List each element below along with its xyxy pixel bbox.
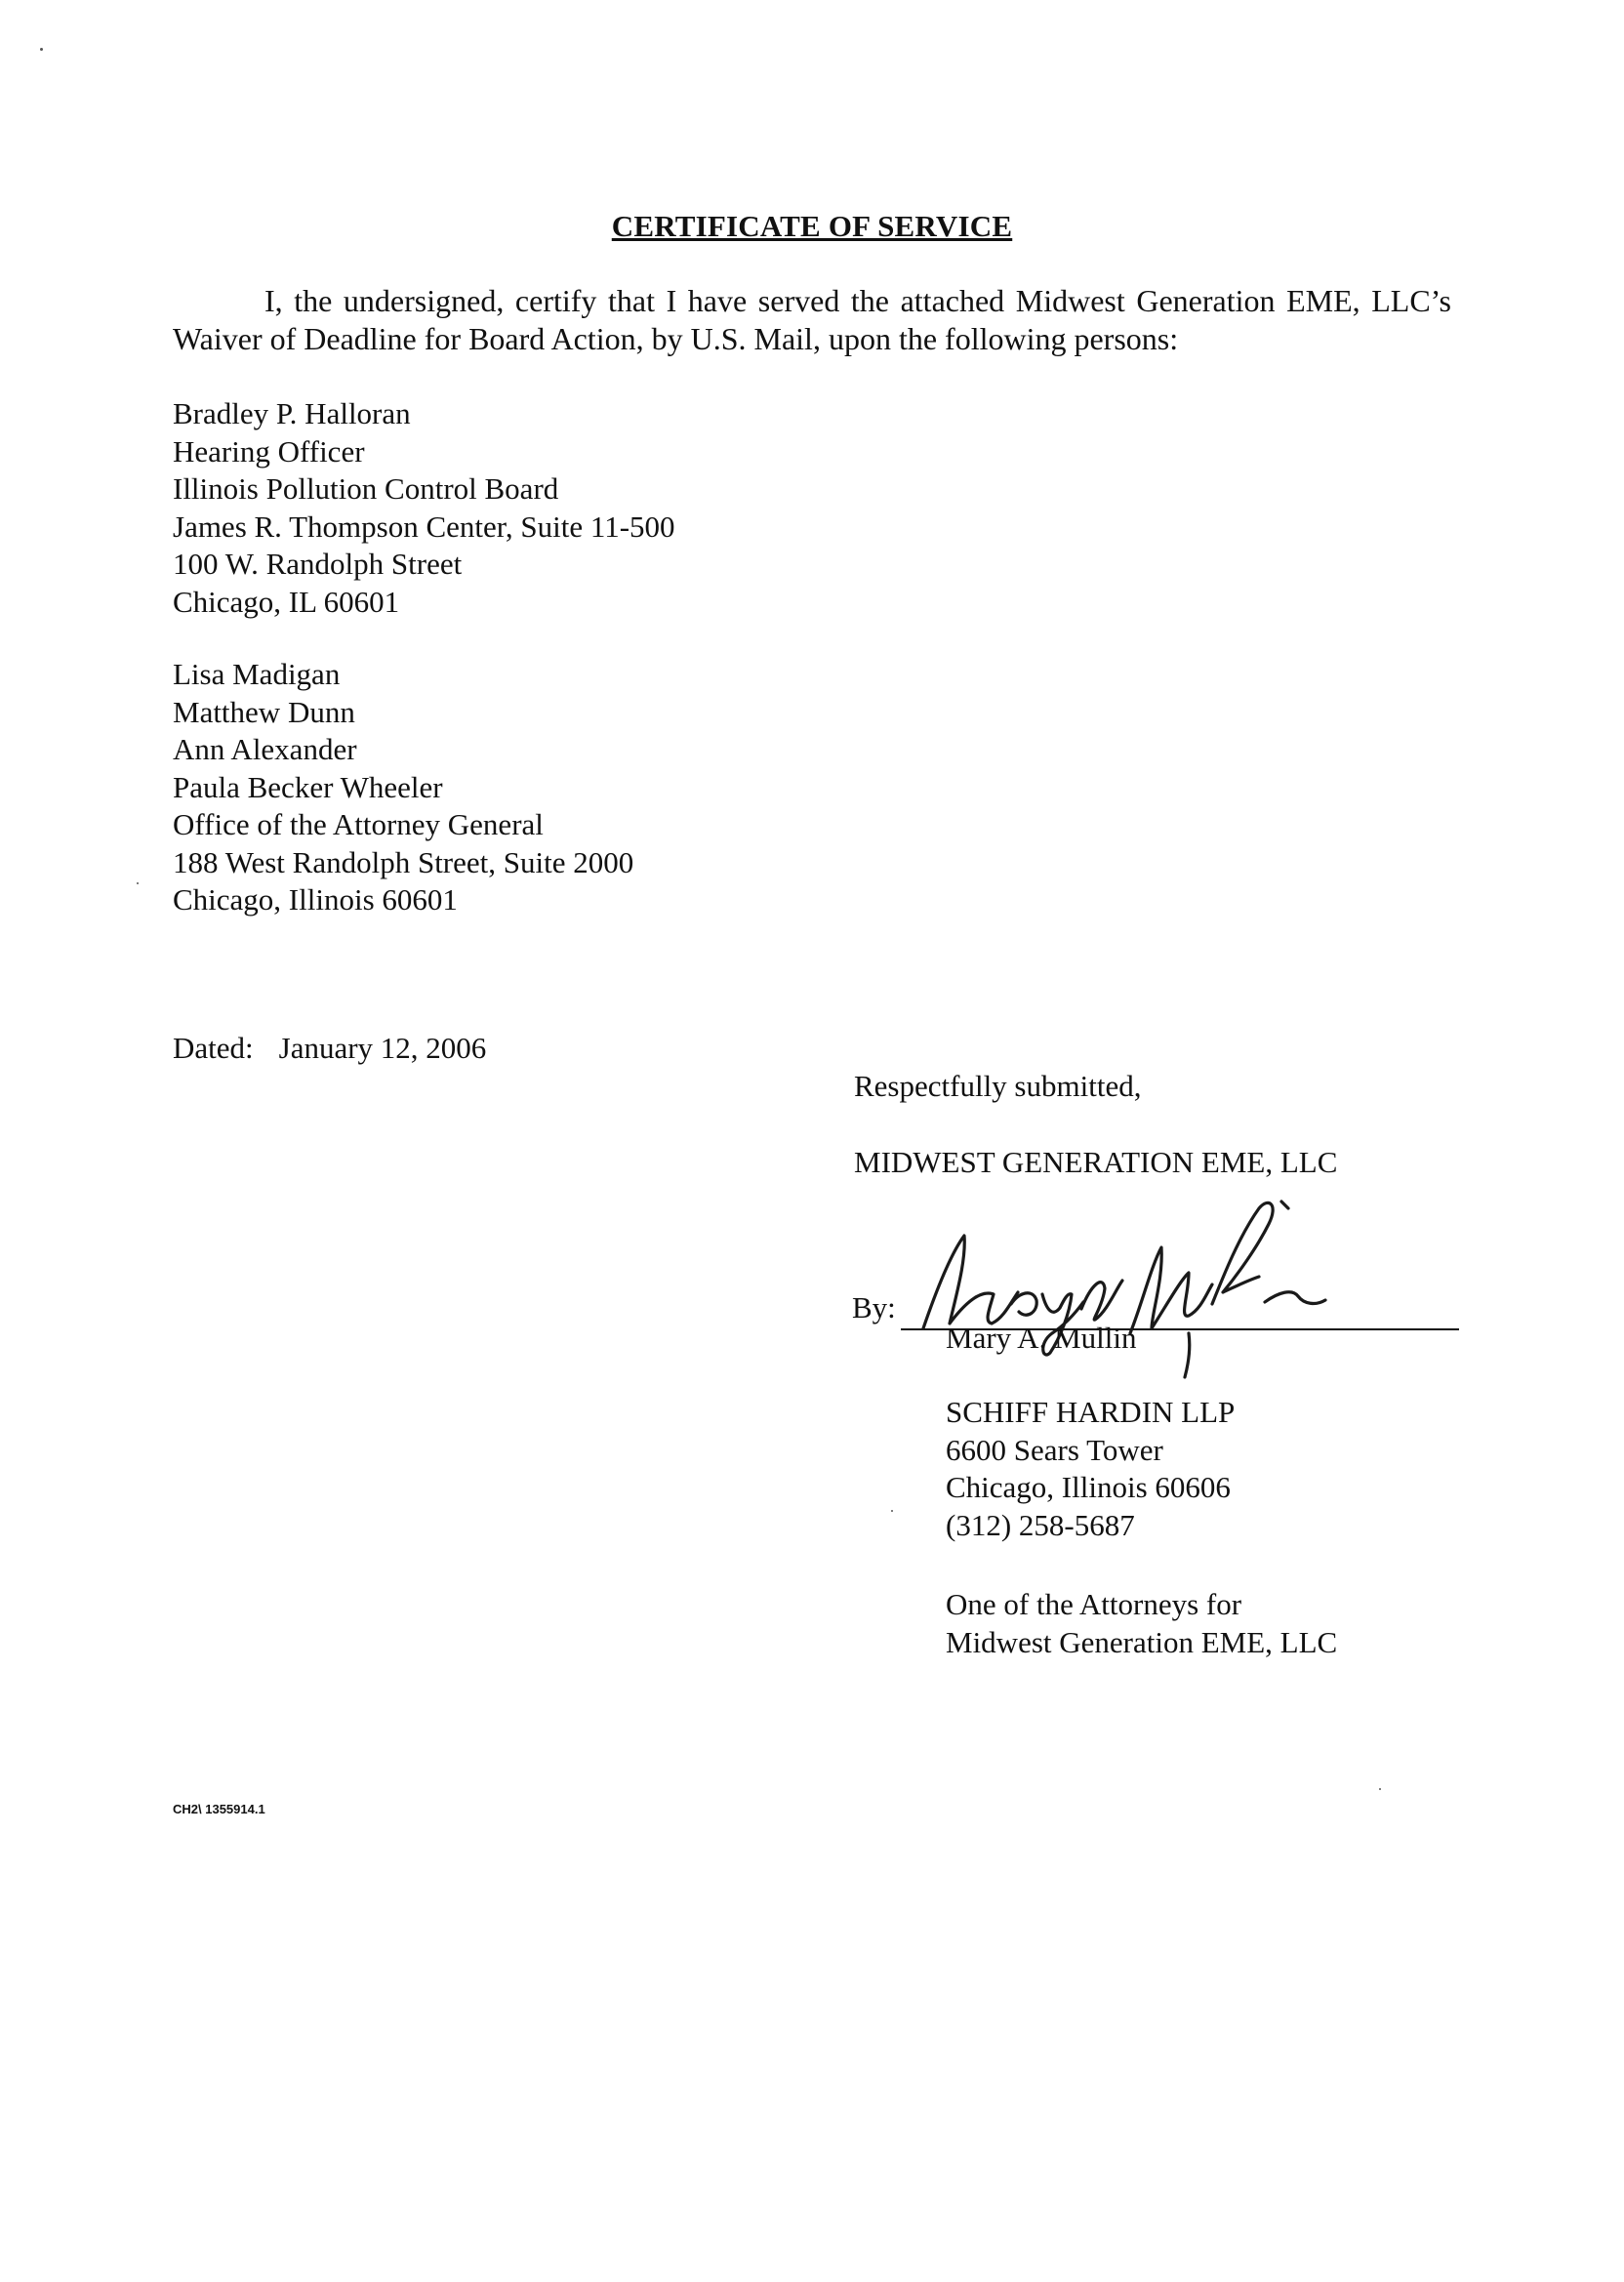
firm-address-1: 6600 Sears Tower <box>946 1432 1163 1467</box>
recipient-line: Illinois Pollution Control Board <box>173 471 559 506</box>
recipient-line: Paula Becker Wheeler <box>173 769 443 804</box>
by-label: By: <box>852 1290 896 1324</box>
dated-line <box>173 1030 486 1067</box>
signer-name: Mary A. Mullin <box>946 1321 1137 1355</box>
recipient-line: Matthew Dunn <box>173 694 355 729</box>
intro-paragraph: I, the undersigned, certify that I have served the attached Midwest Generation EME, LLC’s Waiver of Deadline for Board Action, by U.S. Mail, upon the following persons: <box>173 283 1451 356</box>
document-id: CH2\ 1355914.1 <box>173 1802 265 1816</box>
respectfully-submitted: Respectfully submitted, <box>854 1069 1142 1103</box>
recipient-line: 188 West Randolph Street, Suite 2000 <box>173 844 634 879</box>
recipient-line: Chicago, IL 60601 <box>173 584 400 619</box>
firm-name: SCHIFF HARDIN LLP <box>946 1395 1236 1429</box>
recipient-line: Office of the Attorney General <box>173 807 544 841</box>
firm-block <box>946 1394 1235 1544</box>
recipient-line: 100 W. Randolph Street <box>173 547 463 581</box>
recipient-line: Bradley P. Halloran <box>173 396 411 430</box>
scan-speck <box>891 1510 893 1512</box>
dated-date: January 12, 2006 <box>278 1031 487 1065</box>
firm-address-2: Chicago, Illinois 60606 <box>946 1470 1231 1504</box>
dated-label: Dated: <box>173 1031 254 1065</box>
recipient-block-attorney-general <box>173 656 633 919</box>
document-title: CERTIFICATE OF SERVICE <box>611 209 1013 243</box>
scan-speck <box>40 48 43 51</box>
attorneys-note-line-1: One of the Attorneys for <box>946 1587 1242 1621</box>
recipient-line: Ann Alexander <box>173 732 357 766</box>
attorneys-note <box>946 1586 1337 1661</box>
recipient-line: Lisa Madigan <box>173 657 341 691</box>
recipient-block-hearing-officer <box>173 395 675 621</box>
scan-speck <box>137 882 139 884</box>
recipient-line: Hearing Officer <box>173 433 365 469</box>
scan-speck <box>1379 1788 1381 1790</box>
attorneys-note-line-2: Midwest Generation EME, LLC <box>946 1624 1338 1659</box>
recipient-line: Chicago, Illinois 60601 <box>173 882 458 917</box>
company-name: MIDWEST GENERATION EME, LLC <box>854 1145 1338 1179</box>
recipient-line: James R. Thompson Center, Suite 11-500 <box>173 509 675 544</box>
firm-phone: (312) 258-5687 <box>946 1507 1135 1542</box>
